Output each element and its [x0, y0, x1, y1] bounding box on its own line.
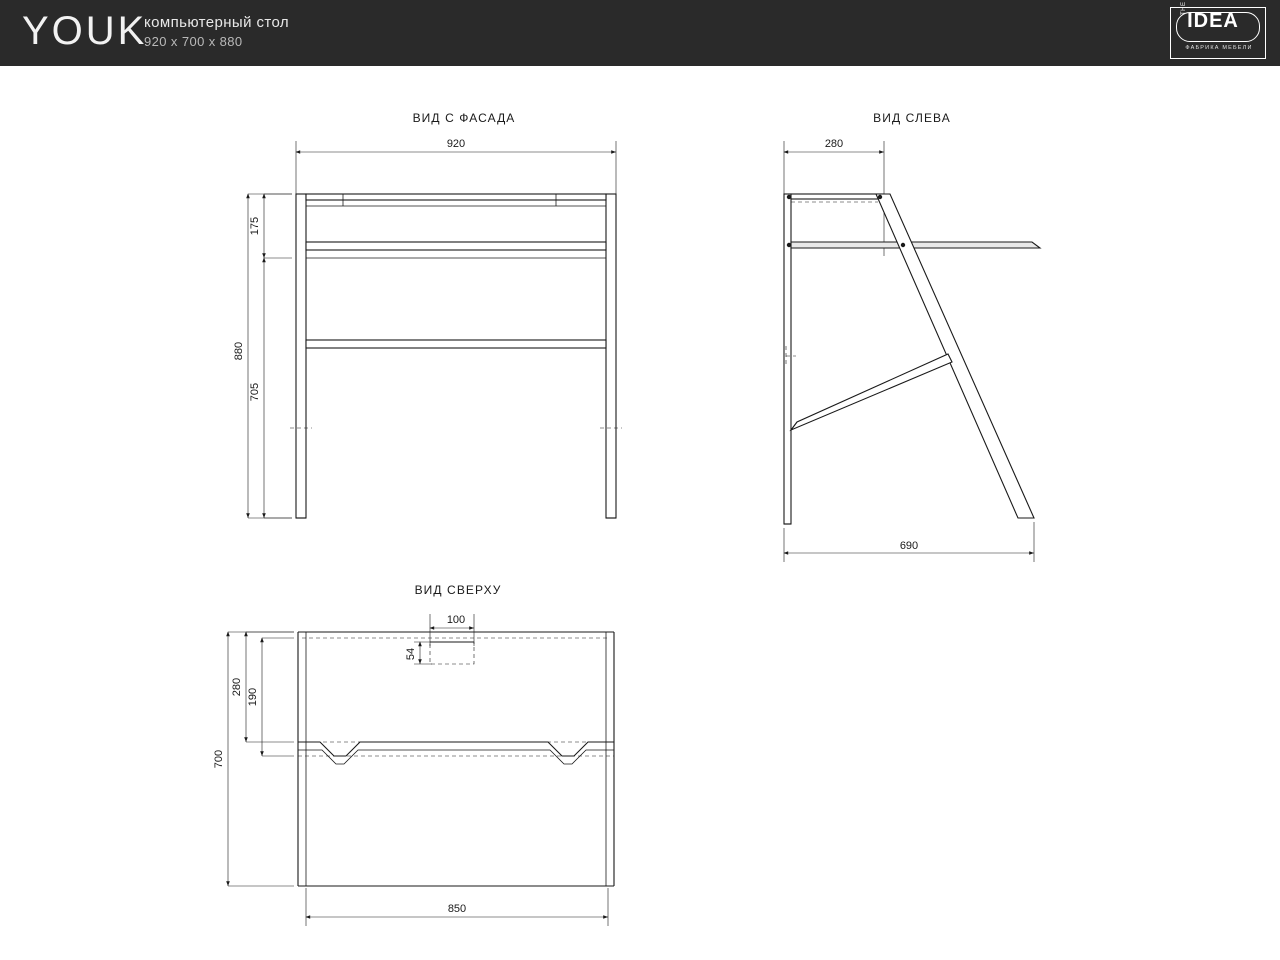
front-dim-width: 920 [446, 138, 466, 150]
top-dim-inner-depth: 190 [247, 687, 259, 707]
brand-title: YOUK [22, 9, 148, 53]
left-dim-base-span: 690 [899, 540, 919, 552]
logo-caption: ФАБРИКА МЕБЕЛИ [1185, 45, 1253, 51]
front-dim-top-section: 175 [249, 216, 261, 236]
product-name: компьютерный стол [144, 14, 290, 31]
company-logo [1170, 1, 1266, 59]
top-dim-board-width: 850 [447, 903, 467, 915]
technical-drawing-canvas [0, 66, 1280, 960]
front-view-title: ВИД С ФАСАДА [412, 111, 516, 125]
top-dim-total-depth: 700 [213, 749, 225, 769]
front-dim-leg-height: 705 [249, 382, 261, 402]
top-view-title: ВИД СВЕРХУ [414, 583, 502, 597]
logo-the-text: THE [1181, 1, 1187, 15]
front-dim-total-height: 880 [233, 341, 245, 361]
top-dim-cutout-depth: 54 [405, 647, 417, 661]
product-info [144, 13, 289, 51]
left-dim-top-depth: 280 [824, 138, 844, 150]
left-view-title: ВИД СЛЕВА [873, 111, 951, 125]
product-dimensions: 920 x 700 x 880 [144, 34, 243, 50]
logo-main-text: IDEA [1187, 10, 1239, 32]
app-header [0, 0, 1280, 66]
top-dim-cutout-width: 100 [446, 614, 466, 626]
top-dim-shelf-depth: 280 [231, 677, 243, 697]
